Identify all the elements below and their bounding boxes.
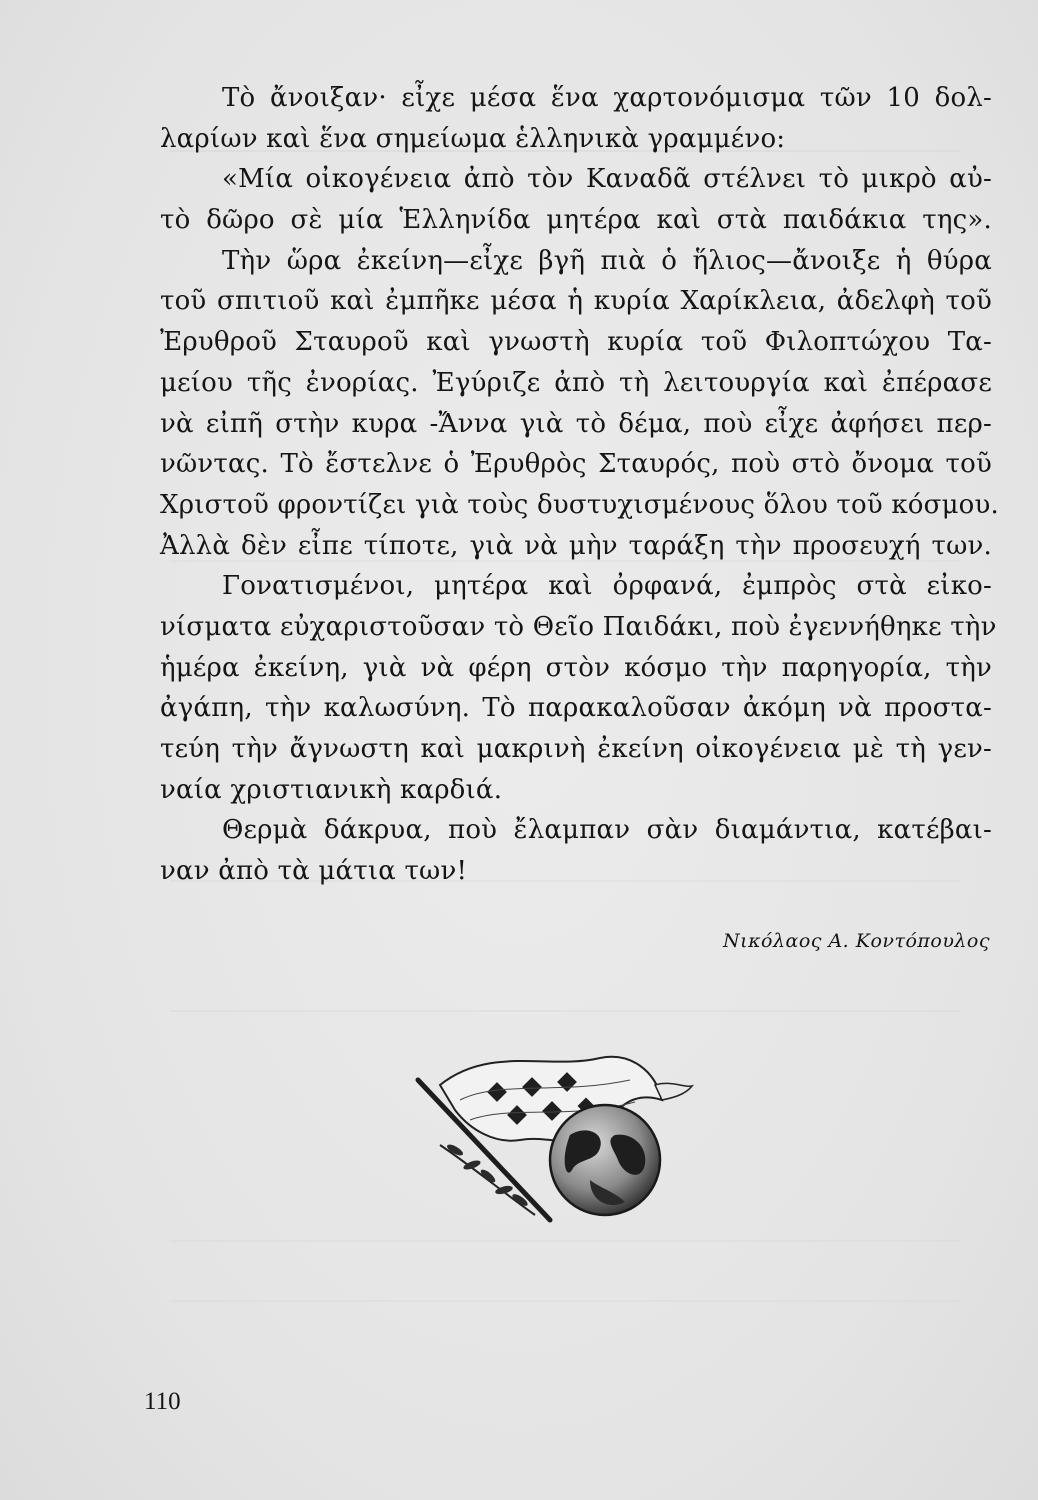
text-line: Τὸ ἄνοιξαν· εἶχε μέσα ἕνα χαρτονόμισμα τῶν 10 δολ- [222, 83, 992, 113]
text-line: Τὴν ὥρα ἐκείνη—εἶχε βγῆ πιὰ ὁ ἥλιος—ἄνοιξε ἡ θύρα [222, 245, 992, 276]
text-line: Ἀλλὰ δὲν εἶπε τίποτε, γιὰ νὰ μὴν ταράξη τὴν προσευχή των. [160, 530, 992, 561]
text-line: νὰ εἰπῆ στὴν κυρα -Ἄννα γιὰ τὸ δέμα, ποὺ εἶχε ἀφήσει περ- [160, 408, 992, 439]
bleed-through-line [170, 1240, 960, 1242]
author-signature: Νικόλαος Α. Κοντόπουλος [723, 930, 990, 952]
text-line: μείου τῆς ἐνορίας. Ἐγύριζε ἀπὸ τὴ λειτουργία καὶ ἐπέρασε [160, 367, 992, 398]
flag-and-globe-icon [400, 1040, 705, 1225]
story-text [160, 78, 1000, 892]
text-line: ναν ἀπὸ τὰ μάτια των! [160, 856, 468, 887]
text-line: λαρίων καὶ ἕνα σημείωμα ἑλληνικὰ γραμμένο: [160, 123, 786, 154]
text-line: ἡμέρα ἐκείνη, γιὰ νὰ φέρη στὸν κόσμο τὴν παρηγορία, τὴν [160, 652, 992, 683]
text-line: τεύη τὴν ἄγνωστη καὶ μακρινὴ ἐκείνη οἰκογένεια μὲ τὴ γεν- [160, 734, 992, 764]
text-line: τοῦ σπιτιοῦ καὶ ἐμπῆκε μέσα ἡ κυρία Χαρίκλεια, ἀδελφὴ τοῦ [160, 286, 992, 317]
text-line: Χριστοῦ φροντίζει γιὰ τοὺς δυστυχισμένους ὅλου τοῦ κόσμου. [160, 489, 1000, 520]
text-line: νῶντας. Τὸ ἔστελνε ὁ Ἐρυθρὸς Σταυρός, ποὺ στὸ ὄνομα τοῦ [160, 449, 992, 480]
text-line: τὸ δῶρο σὲ μία Ἑλληνίδα μητέρα καὶ στὰ παιδάκια της». [160, 205, 992, 236]
bleed-through-line [170, 1010, 960, 1012]
text-line: νίσματα εὐχαριστοῦσαν τὸ Θεῖο Παιδάκι, ποὺ ἐγεννήθηκε τὴν [160, 611, 997, 642]
text-line: Ἐρυθροῦ Σταυροῦ καὶ γνωστὴ κυρία τοῦ Φιλοπτώχου Τα- [160, 327, 992, 358]
bleed-through-line [170, 1300, 960, 1302]
page-number: 110 [144, 1388, 181, 1415]
text-line: ναία χριστιανικὴ καρδιά. [160, 774, 503, 805]
text-line: ἀγάπη, τὴν καλωσύνη. Τὸ παρακαλοῦσαν ἀκόμη νὰ προστα- [160, 693, 992, 724]
text-line: Γονατισμένοι, μητέρα καὶ ὀρφανά, ἐμπρὸς στὰ εἰκο- [222, 571, 992, 602]
text-line: «Μία οἰκογένεια ἀπὸ τὸν Καναδᾶ στέλνει τὸ μικρὸ αὐ- [222, 164, 992, 195]
text-line: Θερμὰ δάκρυα, ποὺ ἔλαμπαν σὰν διαμάντια, κατέβαι- [222, 815, 992, 846]
